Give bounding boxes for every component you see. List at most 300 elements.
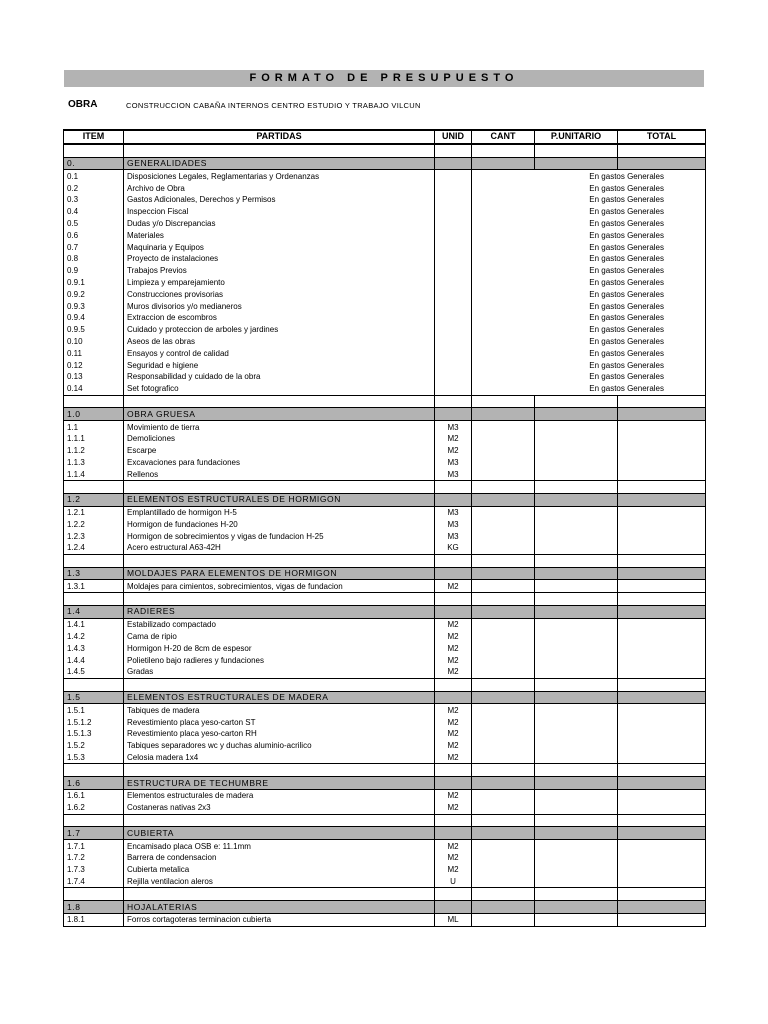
table-row: [64, 194, 706, 206]
section-title: MOLDAJES PARA ELEMENTOS DE HORMIGON: [124, 567, 435, 580]
section-row: [64, 157, 706, 170]
item-cant: [472, 802, 535, 814]
item-punitario: [535, 445, 618, 457]
table-row: [64, 336, 706, 348]
table-row: [64, 802, 706, 814]
item-unid: M3: [435, 468, 472, 480]
empty-cell: [618, 814, 706, 827]
section-code: 1.2: [64, 493, 124, 506]
item-code: 0.9.2: [64, 288, 124, 300]
item-note: En gastos Generales: [472, 371, 706, 383]
item-note: En gastos Generales: [472, 170, 706, 182]
empty-cell: [472, 827, 535, 840]
item-total: [618, 716, 706, 728]
item-unid: M3: [435, 457, 472, 469]
empty-cell: [64, 554, 124, 567]
empty-cell: [535, 493, 618, 506]
empty-cell: [435, 827, 472, 840]
item-code: 1.8.1: [64, 914, 124, 927]
item-unid: U: [435, 876, 472, 888]
item-partida: Seguridad e higiene: [124, 359, 435, 371]
item-unid: M2: [435, 864, 472, 876]
item-unid: [435, 288, 472, 300]
table-row: [64, 421, 706, 433]
item-punitario: [535, 802, 618, 814]
item-code: 1.7.1: [64, 840, 124, 852]
item-partida: Excavaciones para fundaciones: [124, 457, 435, 469]
item-partida: Rejilla ventilacion aleros: [124, 876, 435, 888]
item-partida: Trabajos Previos: [124, 265, 435, 277]
empty-cell: [618, 606, 706, 619]
item-unid: [435, 359, 472, 371]
item-code: 0.3: [64, 194, 124, 206]
item-code: 0.6: [64, 229, 124, 241]
item-partida: Movimiento de tierra: [124, 421, 435, 433]
item-note: En gastos Generales: [472, 253, 706, 265]
empty-cell: [618, 764, 706, 777]
table-header-row: [64, 130, 706, 144]
item-partida: Rellenos: [124, 468, 435, 480]
item-code: 0.13: [64, 371, 124, 383]
item-unid: M2: [435, 654, 472, 666]
table-row: [64, 433, 706, 445]
header-partidas: PARTIDAS: [124, 130, 435, 144]
item-code: 0.4: [64, 206, 124, 218]
item-code: 1.5.3: [64, 752, 124, 764]
item-total: [618, 740, 706, 752]
empty-cell: [435, 678, 472, 691]
section-title: RADIERES: [124, 606, 435, 619]
empty-cell: [472, 764, 535, 777]
empty-cell: [435, 691, 472, 704]
item-unid: [435, 182, 472, 194]
item-code: 0.1: [64, 170, 124, 182]
empty-cell: [64, 678, 124, 691]
item-code: 1.2.2: [64, 519, 124, 531]
item-code: 1.4.2: [64, 631, 124, 643]
item-total: [618, 852, 706, 864]
empty-cell: [472, 888, 535, 901]
item-total: [618, 506, 706, 518]
item-cant: [472, 716, 535, 728]
item-note: En gastos Generales: [472, 300, 706, 312]
empty-cell: [618, 395, 706, 408]
empty-cell: [435, 144, 472, 157]
item-cant: [472, 864, 535, 876]
item-total: [618, 519, 706, 531]
item-code: 0.14: [64, 383, 124, 395]
item-punitario: [535, 914, 618, 927]
table-row: [64, 631, 706, 643]
section-title: GENERALIDADES: [124, 157, 435, 170]
item-unid: M2: [435, 740, 472, 752]
empty-cell: [535, 481, 618, 494]
header-item: ITEM: [64, 130, 124, 144]
empty-cell: [535, 691, 618, 704]
empty-cell: [435, 901, 472, 914]
empty-cell: [535, 888, 618, 901]
item-unid: M2: [435, 433, 472, 445]
empty-cell: [435, 481, 472, 494]
spacer-row: [64, 481, 706, 494]
empty-cell: [435, 554, 472, 567]
spacer-row: [64, 814, 706, 827]
item-partida: Ensayos y control de calidad: [124, 347, 435, 359]
item-code: 1.5.1.2: [64, 716, 124, 728]
empty-cell: [618, 888, 706, 901]
item-cant: [472, 654, 535, 666]
header-unid: UNID: [435, 130, 472, 144]
spacer-row: [64, 888, 706, 901]
item-code: 1.5.1: [64, 704, 124, 716]
item-code: 1.5.2: [64, 740, 124, 752]
section-code: 0.: [64, 157, 124, 170]
empty-cell: [535, 777, 618, 790]
empty-cell: [472, 481, 535, 494]
item-punitario: [535, 876, 618, 888]
item-punitario: [535, 421, 618, 433]
item-partida: Costaneras nativas 2x3: [124, 802, 435, 814]
item-code: 1.5.1.3: [64, 728, 124, 740]
spacer-row: [64, 395, 706, 408]
item-punitario: [535, 716, 618, 728]
table-row: [64, 580, 706, 593]
item-code: 1.2.4: [64, 542, 124, 554]
empty-cell: [472, 777, 535, 790]
item-note: En gastos Generales: [472, 241, 706, 253]
header-punitario: P.UNITARIO: [535, 130, 618, 144]
empty-cell: [535, 408, 618, 421]
item-unid: [435, 253, 472, 265]
item-partida: Encamisado placa OSB e: 11.1mm: [124, 840, 435, 852]
item-code: 1.7.4: [64, 876, 124, 888]
item-code: 0.2: [64, 182, 124, 194]
item-cant: [472, 618, 535, 630]
item-cant: [472, 433, 535, 445]
item-partida: Set fotografico: [124, 383, 435, 395]
spacer-row: [64, 764, 706, 777]
item-total: [618, 790, 706, 802]
item-cant: [472, 790, 535, 802]
section-code: 1.6: [64, 777, 124, 790]
empty-cell: [618, 593, 706, 606]
item-punitario: [535, 580, 618, 593]
empty-cell: [435, 814, 472, 827]
item-unid: [435, 218, 472, 230]
item-code: 1.4.1: [64, 618, 124, 630]
section-row: [64, 777, 706, 790]
empty-cell: [124, 395, 435, 408]
item-code: 0.9.5: [64, 324, 124, 336]
item-partida: Revestimiento placa yeso-carton RH: [124, 728, 435, 740]
item-note: En gastos Generales: [472, 383, 706, 395]
empty-cell: [435, 395, 472, 408]
item-unid: M2: [435, 752, 472, 764]
empty-cell: [435, 606, 472, 619]
item-unid: M3: [435, 506, 472, 518]
item-punitario: [535, 752, 618, 764]
item-total: [618, 530, 706, 542]
item-code: 1.4.5: [64, 666, 124, 678]
item-code: 0.10: [64, 336, 124, 348]
empty-cell: [64, 481, 124, 494]
table-row: [64, 852, 706, 864]
empty-cell: [64, 593, 124, 606]
empty-cell: [124, 144, 435, 157]
item-partida: Cama de ripio: [124, 631, 435, 643]
empty-cell: [64, 144, 124, 157]
item-cant: [472, 740, 535, 752]
empty-cell: [618, 493, 706, 506]
empty-cell: [124, 678, 435, 691]
empty-cell: [535, 764, 618, 777]
item-unid: [435, 336, 472, 348]
table-row: [64, 728, 706, 740]
spacer-row: [64, 554, 706, 567]
item-unid: M2: [435, 704, 472, 716]
item-note: En gastos Generales: [472, 324, 706, 336]
table-row: [64, 312, 706, 324]
item-total: [618, 618, 706, 630]
item-total: [618, 580, 706, 593]
table-row: [64, 457, 706, 469]
item-total: [618, 433, 706, 445]
item-total: [618, 752, 706, 764]
item-partida: Moldajes para cimientos, sobrecimientos, vigas de fundacion: [124, 580, 435, 593]
item-punitario: [535, 519, 618, 531]
empty-cell: [618, 144, 706, 157]
empty-cell: [435, 157, 472, 170]
header-total: TOTAL: [618, 130, 706, 144]
item-partida: Dudas y/o Discrepancias: [124, 218, 435, 230]
item-punitario: [535, 530, 618, 542]
empty-cell: [64, 764, 124, 777]
item-total: [618, 840, 706, 852]
empty-cell: [535, 827, 618, 840]
item-note: En gastos Generales: [472, 229, 706, 241]
section-code: 1.3: [64, 567, 124, 580]
item-punitario: [535, 790, 618, 802]
item-unid: M2: [435, 445, 472, 457]
empty-cell: [618, 554, 706, 567]
table-row: [64, 170, 706, 182]
item-unid: M3: [435, 519, 472, 531]
table-row: [64, 468, 706, 480]
item-unid: ML: [435, 914, 472, 927]
table-row: [64, 324, 706, 336]
item-punitario: [535, 618, 618, 630]
item-cant: [472, 519, 535, 531]
item-unid: M2: [435, 802, 472, 814]
table-row: [64, 914, 706, 927]
item-partida: Revestimiento placa yeso-carton ST: [124, 716, 435, 728]
section-title: OBRA GRUESA: [124, 408, 435, 421]
section-row: [64, 567, 706, 580]
section-code: 1.8: [64, 901, 124, 914]
table-row: [64, 618, 706, 630]
empty-cell: [535, 157, 618, 170]
item-note: En gastos Generales: [472, 194, 706, 206]
item-partida: Cubierta metalica: [124, 864, 435, 876]
item-unid: [435, 229, 472, 241]
empty-cell: [535, 554, 618, 567]
item-code: 0.9.4: [64, 312, 124, 324]
item-total: [618, 631, 706, 643]
item-code: 0.8: [64, 253, 124, 265]
table-row: [64, 265, 706, 277]
table-row: [64, 840, 706, 852]
item-unid: M2: [435, 666, 472, 678]
item-partida: Disposiciones Legales, Reglamentarias y Ordenanzas: [124, 170, 435, 182]
table-row: [64, 506, 706, 518]
item-partida: Gradas: [124, 666, 435, 678]
item-unid: M2: [435, 790, 472, 802]
table-row: [64, 229, 706, 241]
section-row: [64, 691, 706, 704]
item-partida: Construcciones provisorias: [124, 288, 435, 300]
item-cant: [472, 752, 535, 764]
table-row: [64, 383, 706, 395]
item-partida: Forros cortagoteras terminacion cubierta: [124, 914, 435, 927]
item-partida: Celosia madera 1x4: [124, 752, 435, 764]
item-punitario: [535, 728, 618, 740]
item-code: 1.2.1: [64, 506, 124, 518]
empty-cell: [472, 901, 535, 914]
spacer-row: [64, 593, 706, 606]
item-punitario: [535, 864, 618, 876]
empty-cell: [618, 567, 706, 580]
empty-cell: [472, 678, 535, 691]
section-code: 1.4: [64, 606, 124, 619]
item-code: 1.1.4: [64, 468, 124, 480]
empty-cell: [535, 567, 618, 580]
section-title: CUBIERTA: [124, 827, 435, 840]
table-row: [64, 740, 706, 752]
empty-cell: [472, 408, 535, 421]
item-code: 0.5: [64, 218, 124, 230]
item-punitario: [535, 542, 618, 554]
item-note: En gastos Generales: [472, 206, 706, 218]
item-punitario: [535, 631, 618, 643]
item-code: 1.6.2: [64, 802, 124, 814]
item-partida: Tabiques de madera: [124, 704, 435, 716]
item-unid: M2: [435, 642, 472, 654]
item-total: [618, 468, 706, 480]
section-title: HOJALATERIAS: [124, 901, 435, 914]
empty-cell: [435, 764, 472, 777]
item-partida: Limpieza y emparejamiento: [124, 277, 435, 289]
item-cant: [472, 704, 535, 716]
table-row: [64, 666, 706, 678]
empty-cell: [618, 827, 706, 840]
item-cant: [472, 421, 535, 433]
table-row: [64, 300, 706, 312]
item-partida: Muros divisorios y/o medianeros: [124, 300, 435, 312]
item-partida: Aseos de las obras: [124, 336, 435, 348]
item-unid: M2: [435, 618, 472, 630]
item-cant: [472, 642, 535, 654]
section-title: ESTRUCTURA DE TECHUMBRE: [124, 777, 435, 790]
item-code: 1.6.1: [64, 790, 124, 802]
empty-cell: [472, 395, 535, 408]
item-code: 1.7.3: [64, 864, 124, 876]
item-unid: M3: [435, 421, 472, 433]
item-unid: [435, 241, 472, 253]
item-unid: KG: [435, 542, 472, 554]
item-total: [618, 802, 706, 814]
item-unid: [435, 206, 472, 218]
item-unid: [435, 324, 472, 336]
item-unid: [435, 277, 472, 289]
empty-cell: [535, 606, 618, 619]
empty-cell: [618, 481, 706, 494]
item-total: [618, 654, 706, 666]
section-code: 1.5: [64, 691, 124, 704]
obra-value: CONSTRUCCION CABAÑA INTERNOS CENTRO ESTUDIO Y TRABAJO VILCUN: [126, 101, 421, 110]
item-code: 0.9.1: [64, 277, 124, 289]
item-code: 1.2.3: [64, 530, 124, 542]
table-row: [64, 519, 706, 531]
item-note: En gastos Generales: [472, 265, 706, 277]
item-punitario: [535, 642, 618, 654]
item-punitario: [535, 704, 618, 716]
item-partida: Acero estructural A63-42H: [124, 542, 435, 554]
item-partida: Demoliciones: [124, 433, 435, 445]
item-cant: [472, 457, 535, 469]
item-punitario: [535, 840, 618, 852]
spacer-row: [64, 678, 706, 691]
item-partida: Inspeccion Fiscal: [124, 206, 435, 218]
item-cant: [472, 852, 535, 864]
table-row: [64, 218, 706, 230]
item-note: En gastos Generales: [472, 336, 706, 348]
section-row: [64, 827, 706, 840]
item-code: 1.1.1: [64, 433, 124, 445]
empty-cell: [124, 814, 435, 827]
section-row: [64, 606, 706, 619]
item-partida: Estabilizado compactado: [124, 618, 435, 630]
item-cant: [472, 728, 535, 740]
table-row: [64, 182, 706, 194]
item-note: En gastos Generales: [472, 218, 706, 230]
budget-table: [63, 129, 706, 927]
item-unid: [435, 194, 472, 206]
empty-cell: [535, 593, 618, 606]
item-punitario: [535, 433, 618, 445]
empty-cell: [618, 157, 706, 170]
item-cant: [472, 914, 535, 927]
item-partida: Escarpe: [124, 445, 435, 457]
item-code: 0.11: [64, 347, 124, 359]
item-code: 1.1.2: [64, 445, 124, 457]
item-punitario: [535, 852, 618, 864]
item-partida: Elementos estructurales de madera: [124, 790, 435, 802]
table-row: [64, 277, 706, 289]
empty-cell: [435, 593, 472, 606]
empty-cell: [435, 567, 472, 580]
empty-cell: [618, 691, 706, 704]
section-code: 1.7: [64, 827, 124, 840]
item-unid: M2: [435, 716, 472, 728]
item-code: 1.3.1: [64, 580, 124, 593]
table-row: [64, 654, 706, 666]
item-punitario: [535, 468, 618, 480]
item-cant: [472, 530, 535, 542]
section-row: [64, 901, 706, 914]
empty-cell: [124, 593, 435, 606]
empty-cell: [472, 493, 535, 506]
empty-cell: [435, 888, 472, 901]
